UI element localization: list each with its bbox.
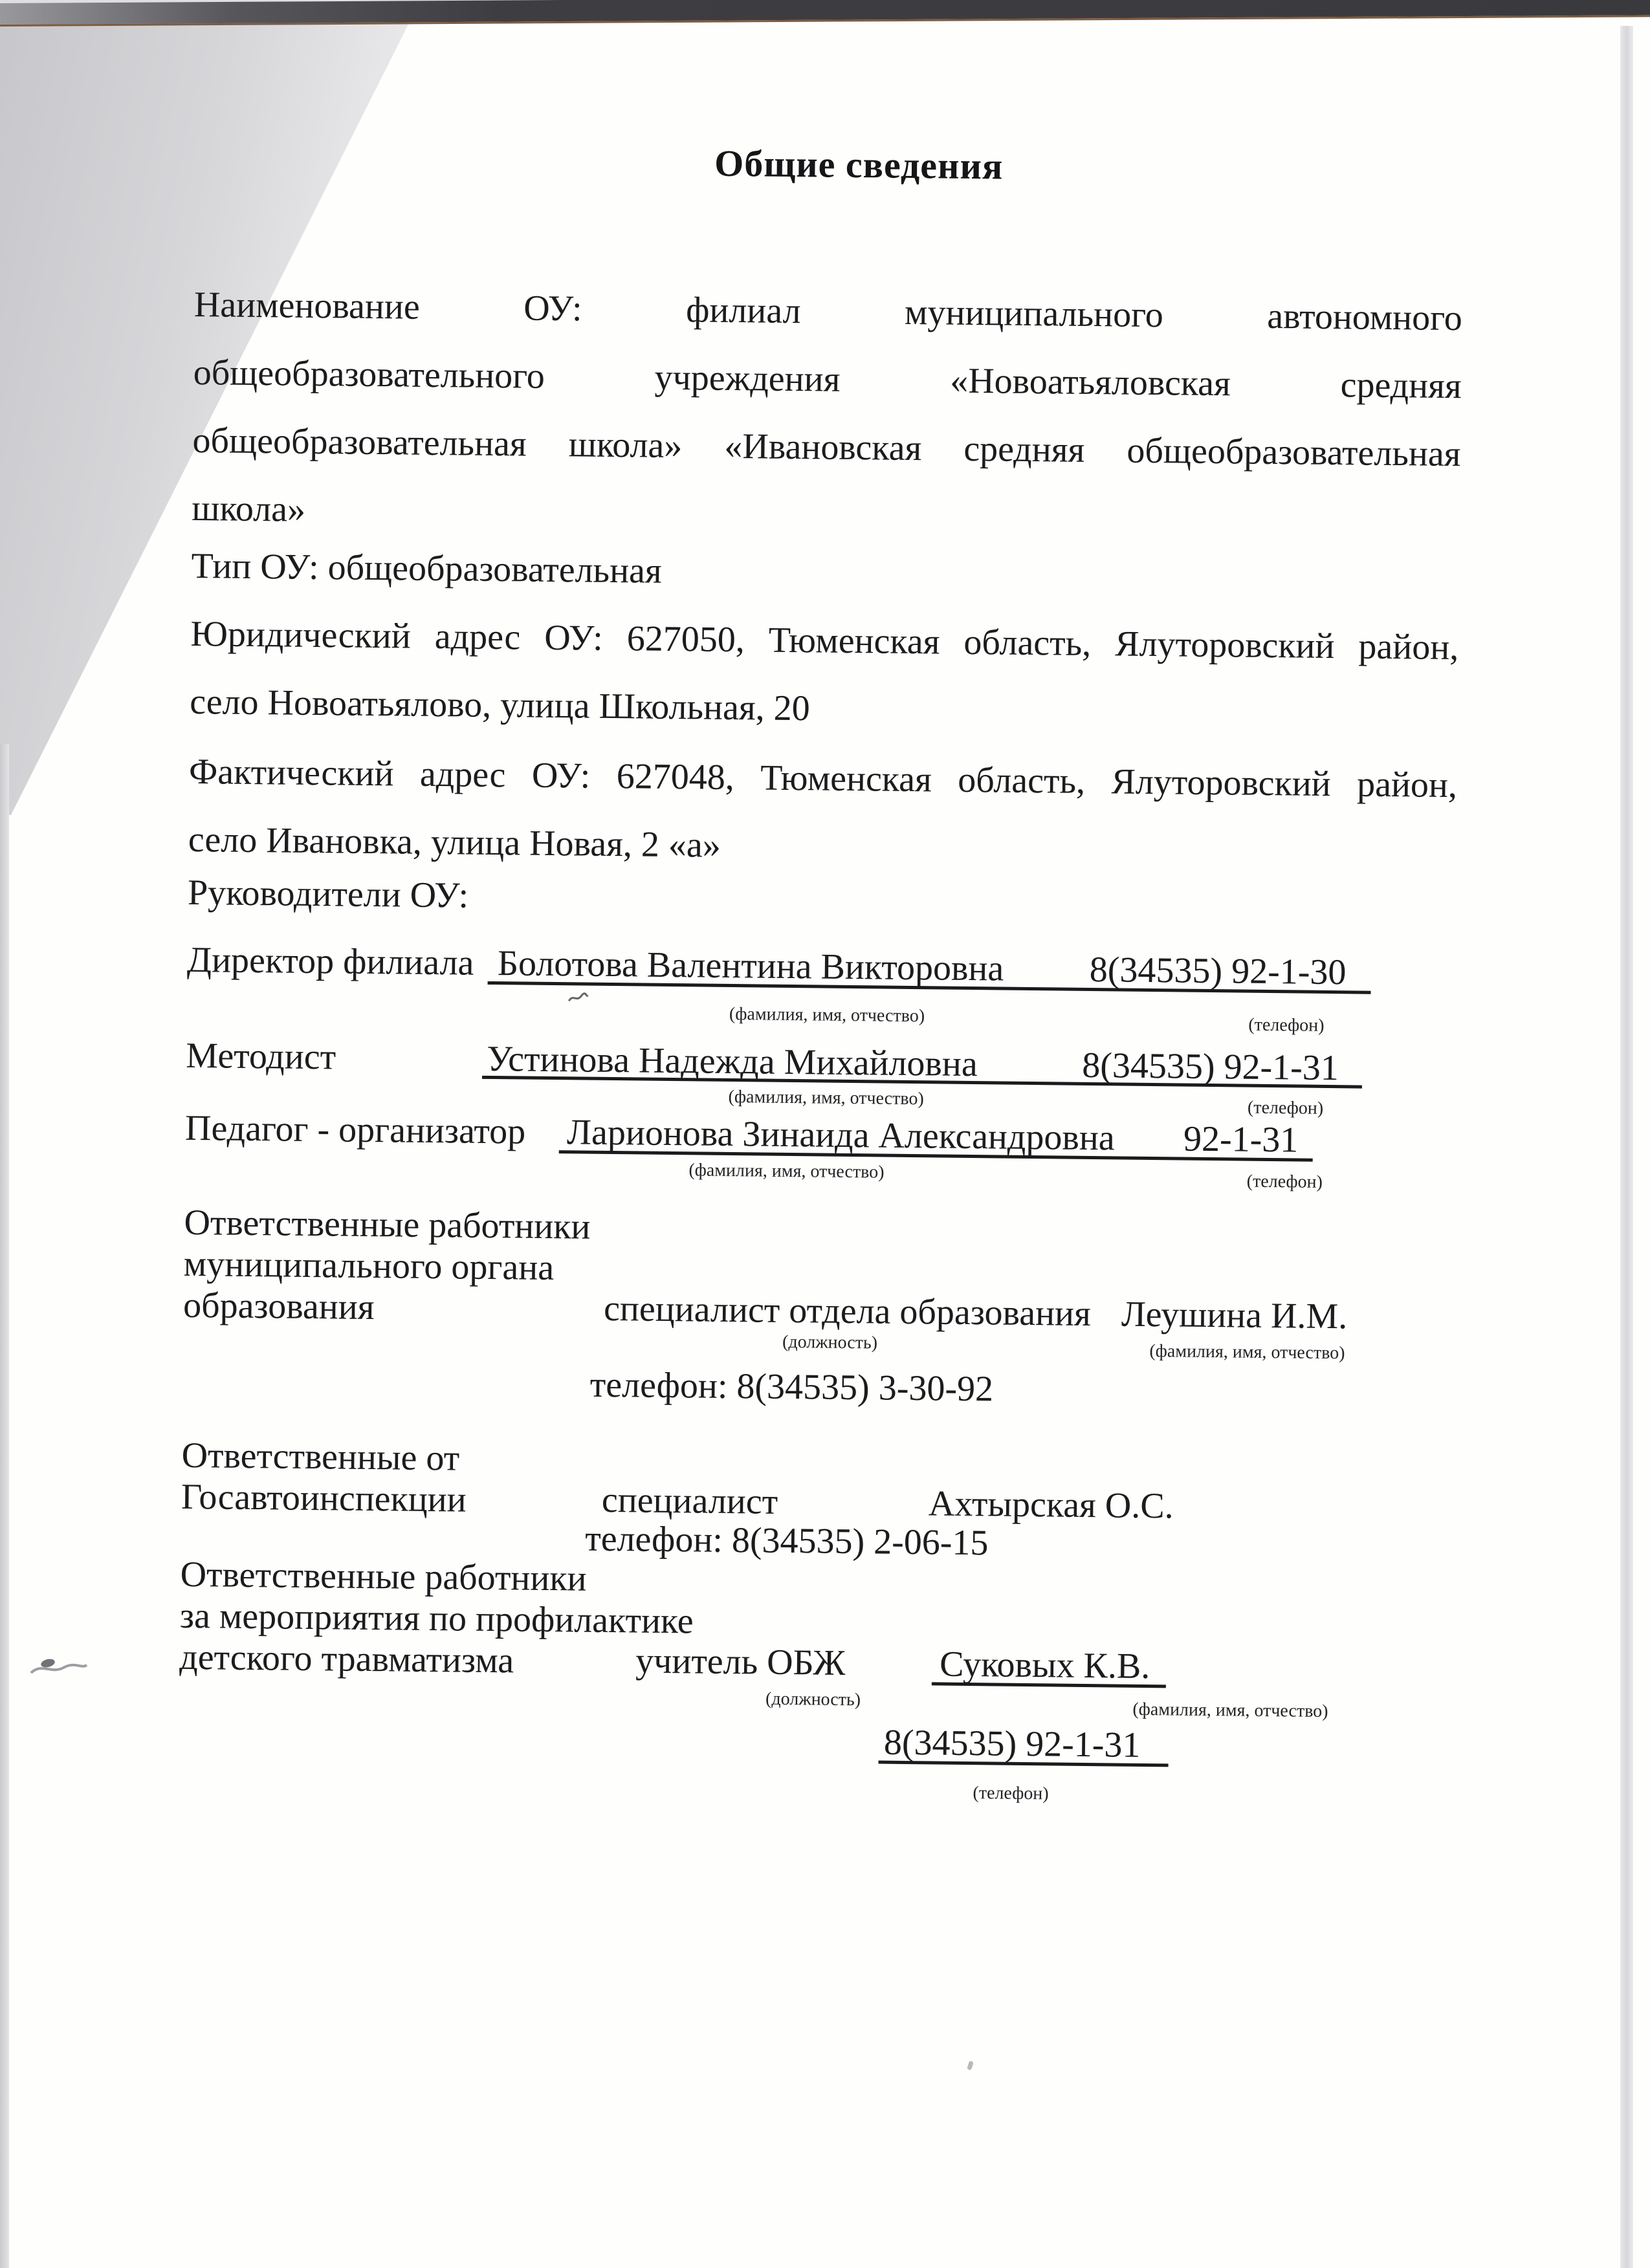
municipal-label-line: муниципального органа [183, 1243, 555, 1289]
position-caption: (должность) [782, 1331, 878, 1353]
page-content [173, 0, 1466, 2213]
phone-caption: (телефон) [1248, 1014, 1325, 1036]
municipal-label-line: Ответственные работники [184, 1202, 591, 1247]
gai-name-value: Ахтырская О.С. [928, 1483, 1174, 1527]
methodist-phone-value: 8(34535) 92-1-31 [1081, 1045, 1339, 1089]
gai-label-line: Ответственные от [181, 1435, 460, 1479]
pedagog-phone-value: 92-1-31 [1183, 1118, 1299, 1161]
injury-label-line: Ответственные работники [180, 1554, 587, 1599]
actual-address-line: Фактический адрес ОУ: 627048, Тюменская область, Ялуторовский район, [188, 751, 1458, 806]
legal-address-line: Юридический адрес ОУ: 627050, Тюменская область, Ялуторовский район, [190, 613, 1459, 668]
org-name-line: общеобразовательного учреждения «Новоатьяловская средняя [193, 352, 1462, 407]
fio-caption: (фамилия, имя, отчество) [688, 1160, 885, 1183]
position-caption: (должность) [765, 1688, 861, 1710]
fio-caption: (фамилия, имя, отчество) [728, 1086, 924, 1109]
org-name-line: Наименование ОУ: филиал муниципального автономного [193, 284, 1463, 339]
director-role-label: Директор филиала [186, 939, 474, 983]
fio-caption: (фамилия, имя, отчество) [1149, 1341, 1345, 1364]
pen-smudge [27, 1653, 89, 1681]
paper-left-edge [0, 744, 9, 2268]
org-name-line: школа» [192, 488, 306, 530]
actual-address-line: село Ивановка, улица Новая, 2 «а» [188, 819, 721, 866]
phone-caption: (телефон) [1247, 1097, 1324, 1118]
municipal-label-line: образования [182, 1285, 375, 1328]
org-type-line: Тип ОУ: общеобразовательная [191, 545, 663, 591]
pedagog-role-label: Педагог - организатор [184, 1107, 526, 1152]
gai-label-line: Госавтоинспекции [181, 1476, 467, 1520]
injury-phone-value: 8(34535) 92-1-31 [883, 1722, 1141, 1765]
phone-caption: (телефон) [1246, 1171, 1323, 1192]
fio-caption: (фамилия, имя, отчество) [1132, 1699, 1328, 1722]
municipal-position-value: специалист отдела образования [603, 1288, 1092, 1335]
pen-mark [567, 991, 589, 1005]
municipal-name-value: Леушина И.М. [1121, 1294, 1348, 1337]
injury-label-line: детского травматизма [179, 1637, 514, 1681]
paper-right-edge [1620, 26, 1633, 2268]
municipal-phone-value: телефон: 8(34535) 3-30-92 [589, 1364, 994, 1410]
legal-address-line: село Новоатьялово, улица Школьная, 20 [189, 681, 811, 729]
gai-phone-value: телефон: 8(34535) 2-06-15 [584, 1518, 989, 1564]
heads-heading: Руководители ОУ: [187, 872, 469, 916]
injury-position-value: учитель ОБЖ [635, 1641, 846, 1683]
fio-caption: (фамилия, имя, отчество) [729, 1003, 925, 1027]
gai-position-value: специалист [601, 1479, 778, 1522]
injury-name-value: Суковых К.В. [939, 1644, 1150, 1687]
phone-caption: (телефон) [973, 1783, 1049, 1804]
pedagog-name-value: Ларионова Зинаида Александровна [566, 1112, 1116, 1159]
injury-label-line: за мероприятия по профилактике [179, 1595, 694, 1642]
methodist-role-label: Методист [186, 1035, 336, 1078]
director-name-value: Болотова Валентина Викторовна [497, 943, 1004, 989]
org-name-line: общеобразовательная школа» «Ивановская средняя общеобразовательная [192, 420, 1461, 475]
director-phone-value: 8(34535) 92-1-30 [1089, 950, 1347, 993]
document-title: Общие сведения [714, 142, 1004, 188]
methodist-name-value: Устинова Надежда Михайловна [486, 1038, 978, 1085]
